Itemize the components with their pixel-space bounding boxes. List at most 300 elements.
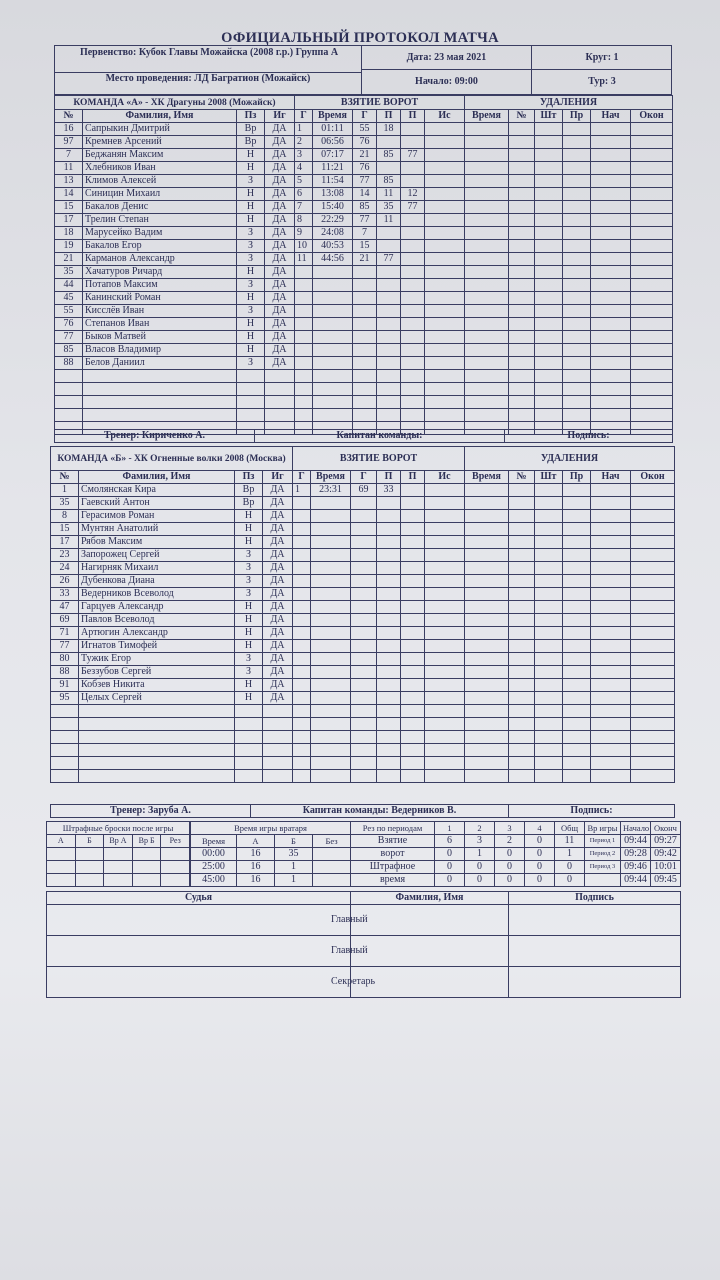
col-pno: № — [509, 471, 535, 484]
referee-col: Судья — [47, 892, 351, 905]
penalty-cell — [535, 149, 563, 162]
penalty-cell — [465, 497, 509, 510]
penalty-cell — [465, 318, 509, 331]
goal-cell — [293, 510, 311, 523]
penalty-cell — [563, 666, 591, 679]
table-row — [191, 848, 351, 861]
player-number: 88 — [51, 666, 79, 679]
table-row — [295, 266, 465, 279]
goal-cell — [401, 279, 425, 292]
tour-text: Тур: 3 — [531, 69, 672, 95]
penalty-cell — [535, 770, 563, 783]
empty-cell — [51, 744, 79, 757]
player-position: З — [235, 588, 263, 601]
table-row — [51, 549, 293, 562]
team-b-footer — [50, 804, 674, 818]
goal-cell — [293, 536, 311, 549]
table-row — [51, 640, 293, 653]
penalty-cell — [465, 357, 509, 370]
goal-cell — [425, 149, 465, 162]
player-number: 80 — [51, 653, 79, 666]
period-col: 4 — [525, 822, 555, 835]
goal-cell — [351, 679, 377, 692]
team-b-goals-table — [292, 446, 465, 783]
table-row — [51, 536, 293, 549]
penalty-cell — [631, 240, 673, 253]
col-end: Окон — [631, 471, 675, 484]
penalty-cell — [591, 201, 631, 214]
penalty-cell — [465, 549, 509, 562]
player-playing: ДА — [263, 653, 293, 666]
time-col: Оконч — [651, 822, 681, 835]
table-row — [295, 318, 465, 331]
goal-cell — [425, 757, 465, 770]
penalty-cell — [591, 136, 631, 149]
table-row — [465, 96, 673, 110]
table-row — [55, 175, 295, 188]
table-row — [351, 835, 681, 848]
table-row — [51, 484, 293, 497]
table-row — [51, 653, 293, 666]
table-row — [51, 614, 293, 627]
penalty-cell — [591, 523, 631, 536]
goal-cell — [313, 370, 353, 383]
goal-cell — [293, 497, 311, 510]
penalty-cell — [509, 149, 535, 162]
goal-cell — [311, 757, 351, 770]
goal-cell: 33 — [377, 484, 401, 497]
goal-cell — [401, 266, 425, 279]
table-row — [465, 679, 675, 692]
col-pno: № — [509, 110, 535, 123]
empty-cell — [161, 861, 190, 874]
player-number: 17 — [55, 214, 83, 227]
table-row — [465, 562, 675, 575]
period-value: 0 — [525, 848, 555, 861]
goal-cell — [377, 731, 401, 744]
goal-cell — [311, 497, 351, 510]
player-number: 16 — [55, 123, 83, 136]
penalty-cell — [465, 757, 509, 770]
referee-role: Главный — [47, 905, 351, 936]
time-col: Вр игры — [585, 822, 621, 835]
period-value: 6 — [435, 835, 465, 848]
table-row — [55, 227, 295, 240]
goal-cell: 10 — [295, 240, 313, 253]
penalty-cell — [535, 549, 563, 562]
table-row — [51, 692, 293, 705]
goal-cell: 01:11 — [313, 123, 353, 136]
penalty-cell — [563, 344, 591, 357]
penalty-cell — [509, 731, 535, 744]
empty-cell — [509, 905, 681, 936]
penalty-cell — [465, 162, 509, 175]
penalty-cell — [631, 123, 673, 136]
empty-cell — [83, 396, 237, 409]
player-playing: ДА — [263, 484, 293, 497]
goal-cell — [295, 305, 313, 318]
empty-cell — [47, 874, 76, 887]
penalty-cell — [465, 266, 509, 279]
player-number: 35 — [51, 497, 79, 510]
penalty-cell — [535, 201, 563, 214]
col-play: Иг — [265, 110, 295, 123]
penalty-cell — [535, 136, 563, 149]
penalty-cell — [535, 588, 563, 601]
table-row — [51, 447, 293, 471]
goal-cell — [377, 318, 401, 331]
player-position: З — [235, 549, 263, 562]
goal-cell: 85 — [353, 201, 377, 214]
goal-cell — [311, 640, 351, 653]
col-g: Г — [295, 110, 313, 123]
team-a-penalties-table — [464, 95, 673, 435]
penalty-cell — [591, 305, 631, 318]
table-row — [465, 523, 675, 536]
goal-cell — [401, 575, 425, 588]
goal-cell — [293, 666, 311, 679]
period-name: Период 2 — [585, 848, 621, 861]
penalty-cell — [509, 201, 535, 214]
player-position: Н — [237, 149, 265, 162]
penalty-cell — [591, 227, 631, 240]
goal-cell — [425, 640, 465, 653]
penalty-cell — [563, 549, 591, 562]
goal-cell — [311, 705, 351, 718]
empty-cell — [263, 770, 293, 783]
goal-cell — [351, 770, 377, 783]
player-playing: ДА — [265, 240, 295, 253]
protocol-title: ОФИЦИАЛЬНЫЙ ПРОТОКОЛ МАТЧА — [221, 30, 499, 46]
table-row — [295, 344, 465, 357]
player-number: 35 — [55, 266, 83, 279]
col-assist2: П — [401, 110, 425, 123]
table-row — [465, 588, 675, 601]
penalty-cell — [535, 705, 563, 718]
table-row — [293, 705, 465, 718]
table-row — [55, 318, 295, 331]
empty-cell — [161, 848, 190, 861]
table-row — [293, 562, 465, 575]
period-start: 09:44 — [621, 835, 651, 848]
goal-cell: 4 — [295, 162, 313, 175]
period-name — [585, 874, 621, 887]
goal-cell — [293, 640, 311, 653]
goal-cell — [377, 292, 401, 305]
player-playing: ДА — [265, 318, 295, 331]
empty-cell — [47, 848, 76, 861]
player-number: 95 — [51, 692, 79, 705]
goal-cell — [377, 279, 401, 292]
table-row — [47, 905, 681, 936]
penalty-cell — [535, 162, 563, 175]
player-number: 8 — [51, 510, 79, 523]
player-name: Марусейко Вадим — [83, 227, 237, 240]
penalty-cell — [509, 344, 535, 357]
table-row — [51, 627, 293, 640]
player-name: Кисслёв Иван — [83, 305, 237, 318]
penalty-cell — [591, 770, 631, 783]
goalie-time-section — [190, 821, 350, 887]
table-row — [295, 409, 465, 422]
penalty-cell — [535, 331, 563, 344]
player-name: Тужик Егор — [79, 653, 235, 666]
table-row — [465, 718, 675, 731]
penalty-cell — [631, 666, 675, 679]
col-time: Время — [311, 471, 351, 484]
player-playing: ДА — [263, 497, 293, 510]
player-name: Власов Владимир — [83, 344, 237, 357]
goal-cell — [425, 744, 465, 757]
penalty-cell — [631, 201, 673, 214]
team-b-goals — [292, 446, 464, 783]
goal-cell — [377, 679, 401, 692]
empty-cell — [265, 409, 295, 422]
player-name: Нагирняк Михаил — [79, 562, 235, 575]
table-row — [465, 240, 673, 253]
penalty-cell — [465, 305, 509, 318]
penalty-cell — [465, 744, 509, 757]
goal-cell — [293, 653, 311, 666]
goal-cell: 11 — [295, 253, 313, 266]
table-row — [293, 757, 465, 770]
player-number: 11 — [55, 162, 83, 175]
empty-cell — [235, 718, 263, 731]
player-playing: ДА — [265, 253, 295, 266]
table-row — [295, 279, 465, 292]
player-name: Ведерников Всеволод — [79, 588, 235, 601]
goalie-cell: 25:00 — [191, 861, 237, 874]
table-row — [295, 227, 465, 240]
goal-cell: 35 — [377, 201, 401, 214]
referee-sign-col: Подпись — [509, 892, 681, 905]
goal-cell — [313, 344, 353, 357]
player-name: Игнатов Тимофей — [79, 640, 235, 653]
penalty-cell — [465, 201, 509, 214]
goal-cell — [353, 357, 377, 370]
player-number: 77 — [55, 331, 83, 344]
player-position: Н — [235, 640, 263, 653]
goal-cell: 18 — [377, 123, 401, 136]
goal-cell: 9 — [295, 227, 313, 240]
goal-cell — [353, 409, 377, 422]
penalty-cell — [465, 214, 509, 227]
table-row — [295, 96, 465, 110]
empty-cell — [132, 874, 161, 887]
penalty-cell — [535, 266, 563, 279]
player-playing: ДА — [263, 510, 293, 523]
goal-cell — [295, 318, 313, 331]
penalty-cell — [591, 188, 631, 201]
player-name: Климов Алексей — [83, 175, 237, 188]
penalty-cell — [509, 536, 535, 549]
empty-cell — [55, 409, 83, 422]
penalty-cell — [509, 175, 535, 188]
table-row — [51, 588, 293, 601]
period-end: 09:45 — [651, 874, 681, 887]
header-block — [54, 45, 672, 95]
penalty-cell — [509, 253, 535, 266]
player-playing: ДА — [265, 305, 295, 318]
player-playing: ДА — [265, 279, 295, 292]
penalty-cell — [509, 614, 535, 627]
player-name: Дубенкова Диана — [79, 575, 235, 588]
goal-cell — [313, 409, 353, 422]
penalty-cell — [563, 640, 591, 653]
table-row — [51, 523, 293, 536]
player-number: 15 — [51, 523, 79, 536]
player-number: 23 — [51, 549, 79, 562]
goal-cell — [377, 331, 401, 344]
team-b-roster — [50, 446, 292, 783]
penalty-cell — [563, 318, 591, 331]
table-row — [295, 240, 465, 253]
col-scorer: Г — [353, 110, 377, 123]
goal-cell — [311, 679, 351, 692]
player-name: Беджанян Максим — [83, 149, 237, 162]
player-name: Рябов Максим — [79, 536, 235, 549]
team-b-penalties — [464, 446, 674, 783]
goal-cell — [377, 162, 401, 175]
penalty-cell — [591, 679, 631, 692]
penalty-cell — [465, 253, 509, 266]
goal-cell — [401, 601, 425, 614]
penalty-cell — [631, 383, 673, 396]
goal-cell — [295, 409, 313, 422]
team-a-coach: Тренер: Кириченко А. — [55, 430, 255, 443]
penalty-cell — [631, 614, 675, 627]
player-playing: ДА — [265, 292, 295, 305]
table-row — [293, 510, 465, 523]
table-row — [465, 614, 675, 627]
empty-cell — [104, 874, 133, 887]
goal-cell — [311, 770, 351, 783]
col-scorer: Г — [351, 471, 377, 484]
player-number: 77 — [51, 640, 79, 653]
col-pr: Пр — [563, 471, 591, 484]
goal-cell — [293, 549, 311, 562]
date-text: Дата: 23 мая 2021 — [361, 46, 531, 69]
table-row — [293, 666, 465, 679]
penalty-cell — [591, 731, 631, 744]
player-position: Н — [237, 162, 265, 175]
goal-cell — [351, 705, 377, 718]
goal-cell: 11:54 — [313, 175, 353, 188]
goal-cell — [293, 705, 311, 718]
table-row — [51, 562, 293, 575]
penalty-cell — [509, 331, 535, 344]
player-playing: ДА — [263, 640, 293, 653]
col-assist1: П — [377, 471, 401, 484]
col-ptime: Время — [465, 471, 509, 484]
table-row — [465, 484, 675, 497]
player-number: 33 — [51, 588, 79, 601]
goal-cell — [353, 331, 377, 344]
penalty-cell — [591, 370, 631, 383]
table-row — [47, 822, 190, 835]
penalty-cell — [591, 162, 631, 175]
player-number: 71 — [51, 627, 79, 640]
period-end: 09:27 — [651, 835, 681, 848]
goal-cell — [425, 627, 465, 640]
player-number: 13 — [55, 175, 83, 188]
table-row — [191, 861, 351, 874]
goal-cell — [401, 214, 425, 227]
goal-cell — [351, 757, 377, 770]
goal-cell — [425, 770, 465, 783]
goal-cell — [293, 523, 311, 536]
goal-cell — [293, 757, 311, 770]
goal-cell — [295, 383, 313, 396]
team-b-signature-label: Подпись: — [509, 805, 675, 818]
table-row — [465, 136, 673, 149]
goal-cell: 07:17 — [313, 149, 353, 162]
goal-cell — [401, 640, 425, 653]
table-row — [465, 731, 675, 744]
penalty-cell — [509, 214, 535, 227]
player-number: 85 — [55, 344, 83, 357]
shootout-section — [46, 821, 190, 887]
shootout-col: Б — [75, 835, 104, 848]
goal-cell — [377, 136, 401, 149]
table-row — [465, 227, 673, 240]
penalty-cell — [509, 497, 535, 510]
penalty-cell — [535, 666, 563, 679]
period-value: 0 — [525, 835, 555, 848]
penalty-cell — [465, 588, 509, 601]
goal-cell — [377, 757, 401, 770]
penalty-cell — [465, 370, 509, 383]
period-row-label: Штрафное — [351, 861, 435, 874]
penalty-cell — [509, 549, 535, 562]
penalty-cell — [465, 510, 509, 523]
table-row — [465, 110, 673, 123]
penalty-cell — [563, 227, 591, 240]
col-name: Фамилия, Имя — [83, 110, 237, 123]
table-row — [51, 731, 293, 744]
table-row — [51, 718, 293, 731]
goal-cell — [353, 292, 377, 305]
penalty-cell — [509, 653, 535, 666]
player-position: Н — [237, 344, 265, 357]
goalie-col: Без — [313, 835, 351, 848]
penalty-cell — [631, 162, 673, 175]
goal-cell: 77 — [353, 214, 377, 227]
table-row — [47, 874, 190, 887]
player-name: Хачатуров Ричард — [83, 266, 237, 279]
period-value: 1 — [555, 848, 585, 861]
empty-cell — [263, 718, 293, 731]
penalty-cell — [535, 175, 563, 188]
penalty-cell — [631, 536, 675, 549]
goal-cell: 40:53 — [313, 240, 353, 253]
penalty-cell — [509, 227, 535, 240]
player-number: 1 — [51, 484, 79, 497]
goal-cell — [311, 692, 351, 705]
goal-cell — [425, 188, 465, 201]
player-number: 47 — [51, 601, 79, 614]
penalty-cell — [465, 770, 509, 783]
table-row — [465, 692, 675, 705]
table-row — [295, 253, 465, 266]
goal-cell — [311, 627, 351, 640]
penalty-cell — [591, 744, 631, 757]
empty-cell — [161, 874, 190, 887]
table-row — [465, 214, 673, 227]
table-row — [55, 279, 295, 292]
penalty-cell — [465, 331, 509, 344]
goal-cell — [401, 123, 425, 136]
